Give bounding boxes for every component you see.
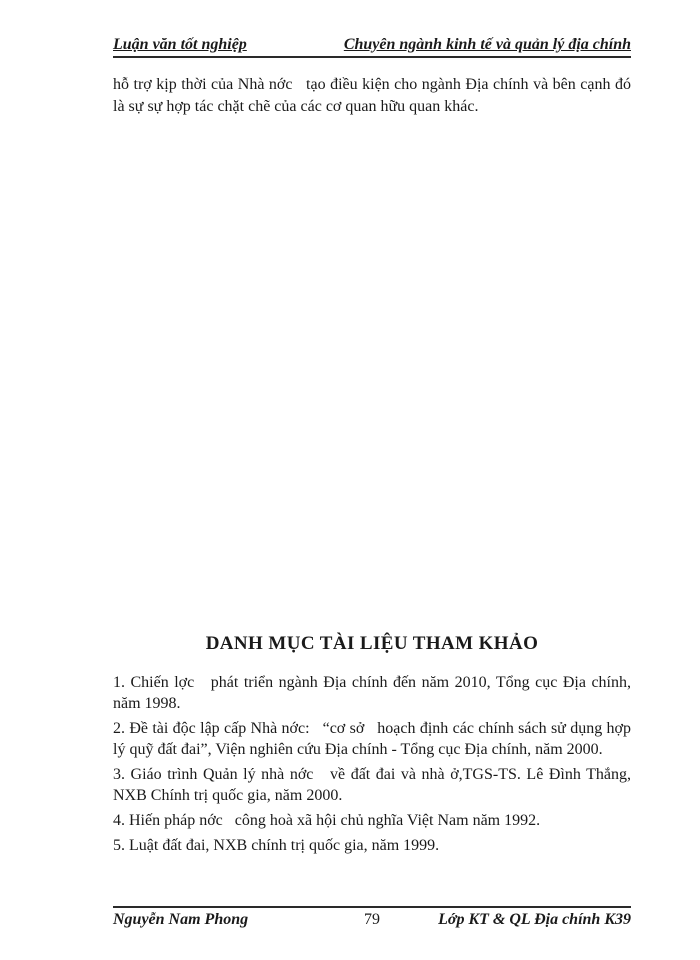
reference-item-3: 3. Giáo trình Quản lý nhà nớc về đất đai và nhà ở,TGS-TS. Lê Đình Thắng, NXB Chính trị quốc gia, năm 2000. (113, 766, 631, 804)
header-thesis-title: Luận văn tốt nghiệp (113, 36, 247, 53)
reference-item-5: 5. Luật đất đai, NXB chính trị quốc gia, năm 1999. (113, 837, 440, 854)
page-header (113, 36, 631, 58)
reference-item-4: 4. Hiến pháp nớc công hoà xã hội chủ nghĩa Việt Nam năm 1992. (113, 812, 541, 829)
footer-page-number: 79 (364, 911, 380, 928)
reference-item-2: 2. Đề tài độc lập cấp Nhà nớc: “cơ sở hoạch định các chính sách sử dụng hợp lý quỹ đất đai”, Viện nghiên cứu Địa chính - Tổng cục Địa chính, năm 2000. (113, 720, 631, 758)
references-heading: DANH MỤC TÀI LIỆU THAM KHẢO (205, 633, 539, 654)
page-footer (113, 906, 631, 929)
footer-class-label: Lớp KT & QL Địa chính K39 (438, 911, 631, 928)
header-program-title: Chuyên ngành kinh tế và quản lý địa chính (343, 36, 631, 53)
reference-item-1: 1. Chiến lợc phát triển ngành Địa chính đến năm 2010, Tổng cục Địa chính, năm 1998. (113, 674, 631, 712)
footer-author: Nguyễn Nam Phong (113, 911, 249, 928)
references-section (113, 633, 631, 860)
body-paragraph: hỗ trợ kịp thời của Nhà nớc tạo điều kiện cho ngành Địa chính và bên cạnh đó là sự sự hợp tác chặt chẽ của các cơ quan hữu quan khác. (113, 76, 631, 115)
